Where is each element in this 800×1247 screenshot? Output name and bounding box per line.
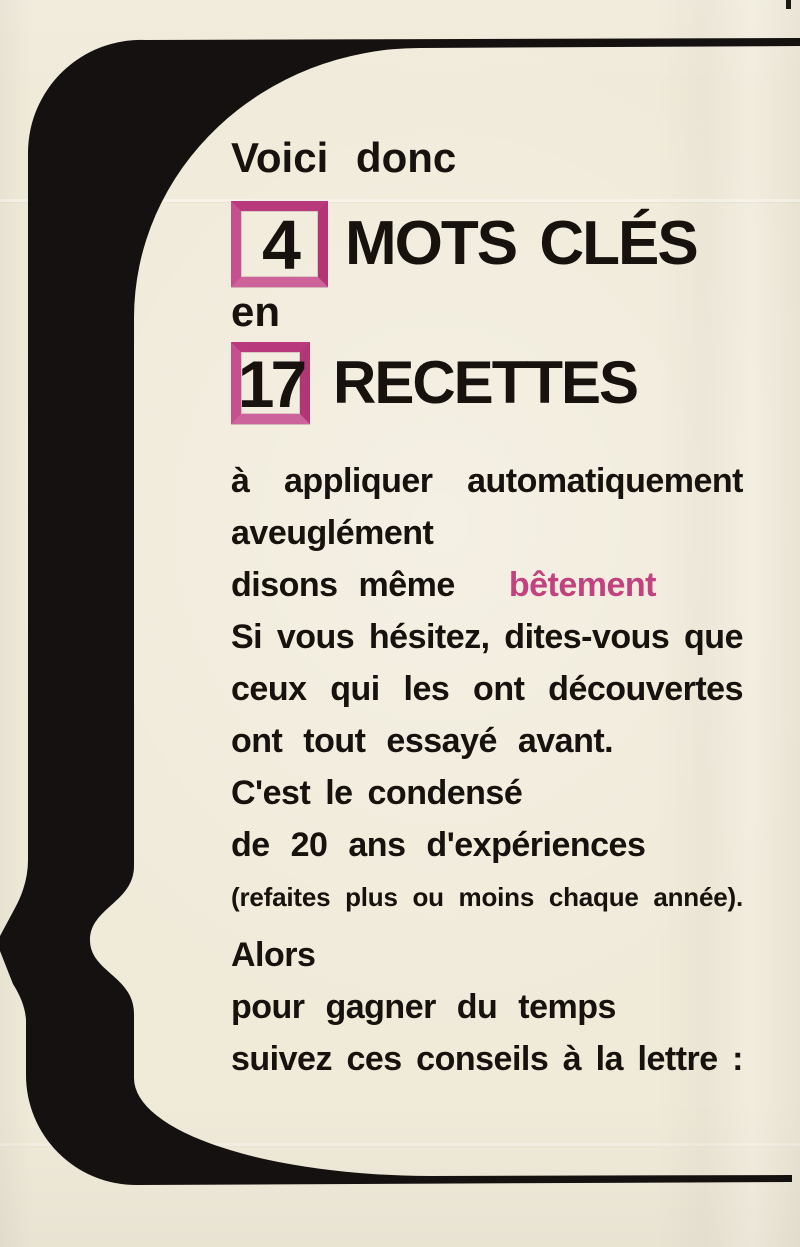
body-line-12: suivez ces conseils à la lettre : [231,1040,743,1078]
body-line-2: aveuglément [231,514,434,552]
recipes-count-row [231,342,637,424]
body-line-7: C'est le condensé [231,774,523,812]
body-line-11: pour gagner du temps [231,988,616,1026]
body-line-3-black: disons même [231,566,455,604]
intro-text: Voici donc [231,134,457,181]
body-line-10: Alors [231,936,316,974]
keywords-count-row [231,201,697,287]
recipes-label: RECETTES [333,349,638,416]
body-line-6: ont tout essayé avant. [231,722,614,760]
body-line-4: Si vous hésitez, dites-vous que [231,618,743,656]
count-17-value: 17 [237,347,304,421]
count-box-4 [231,201,328,287]
body-line-9: (refaites plus ou moins chaque année). [231,882,743,912]
body-line-1: à appliquer automatiquement [231,462,743,500]
body-line-3-pink-word: bêtement [508,566,656,604]
count-box-17 [231,342,310,424]
keywords-label: MOTS CLÉS [345,209,697,278]
connector-text: en [231,288,281,335]
body-line-3 [231,559,743,611]
body-text-block [231,455,743,1085]
body-line-8: de 20 ans d'expériences [231,826,646,864]
body-line-5: ceux qui les ont découvertes [231,670,743,708]
count-4-value: 4 [262,206,297,284]
